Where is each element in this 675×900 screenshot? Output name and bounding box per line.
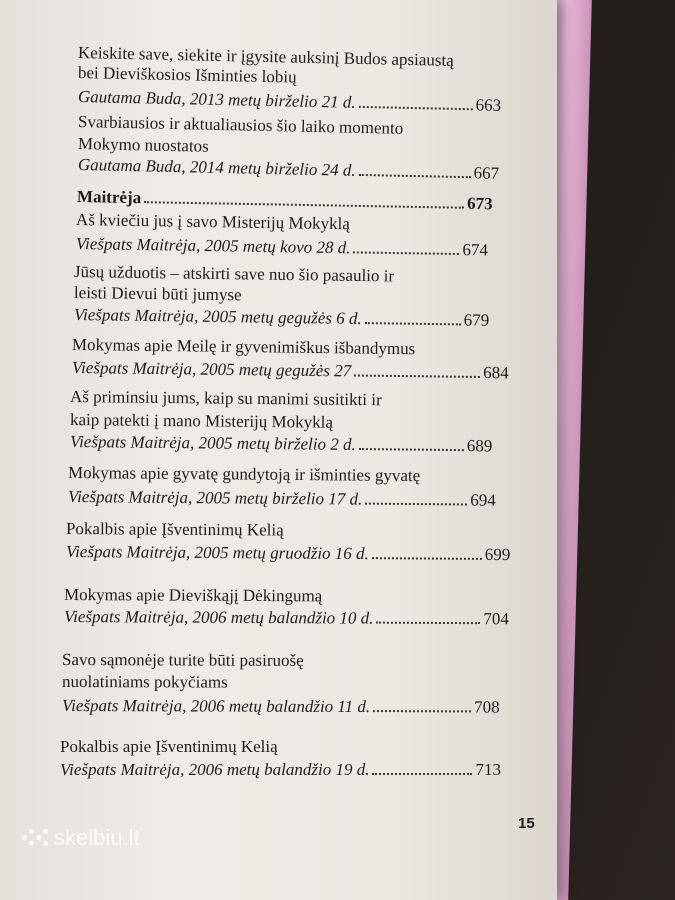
toc-page-number: 704: [483, 609, 509, 629]
leader-dots: [359, 444, 464, 451]
watermark-text: skelbiu.lt: [54, 825, 140, 850]
toc-entry-source: Viešpats Maitrėja, 2005 metų kovo 28 d.: [75, 234, 351, 258]
leader-dots: [354, 370, 480, 378]
toc-section-heading: Maitrėja: [76, 187, 142, 208]
toc-entry-source: Viešpats Maitrėja, 2006 metų balandžio 11 d.: [61, 696, 371, 717]
toc-page-number: 667: [473, 163, 500, 183]
toc-entry-source: Viešpats Maitrėja, 2005 metų birželio 17 d.: [67, 487, 363, 509]
toc-entry-title: Mokymas apie gyvatę gundytoją ir išminties gyvatę: [67, 463, 421, 486]
leader-dots: [373, 706, 471, 712]
leader-dots: [365, 318, 461, 325]
toc-page-number: 699: [484, 544, 511, 565]
toc-entry-title: Aš kviečiu jus į savo Misterijų Mokyklą: [75, 210, 350, 234]
toc-page-number: 708: [474, 697, 500, 717]
toc-page-number: 684: [483, 363, 509, 383]
toc-entry-title: Mokymo nuostatos: [77, 134, 209, 156]
toc-page-number: 663: [475, 95, 502, 115]
leader-dots: [376, 618, 480, 625]
toc-entry-source-row: [64, 608, 509, 627]
toc-entry-title: Jūsų užduotis – atskirti save nuo šio pasaulio ir: [73, 262, 395, 286]
toc-entry-source: Gautama Buda, 2013 metų birželio 21 d.: [77, 87, 356, 112]
toc-entry-source: Viešpats Maitrėja, 2005 metų gruodžio 16 d.: [65, 542, 369, 564]
watermark: [22, 825, 140, 851]
toc-page-number: 713: [475, 760, 501, 779]
toc-entry-source: Viešpats Maitrėja, 2005 metų gegužės 27: [71, 358, 352, 381]
toc-entry-title: Mokymas apie Dieviškąjį Dėkingumą: [63, 585, 323, 606]
toc-entry-source-row: [66, 543, 510, 563]
toc-entry-title: leisti Dievui būti jumyse: [73, 283, 242, 305]
toc-page-number: 673: [466, 193, 493, 214]
toc-entry-source: Viešpats Maitrėja, 2006 metų balandžio 10 d.: [63, 607, 374, 628]
toc-entry-source: Viešpats Maitrėja, 2006 metų balandžio 19 d.: [60, 760, 370, 779]
toc-entry-title: Keiskite save, siekite ir įgysite auksinį Budos apsiaustą: [77, 43, 454, 70]
leader-dots: [358, 102, 472, 110]
leader-dots: [353, 247, 459, 255]
toc-entry-source: Gautama Buda, 2014 metų birželio 24 d.: [77, 155, 356, 180]
toc-entry-title: Pokalbis apie Įšventinimų Kelią: [60, 737, 278, 756]
toc-entry-title: Savo sąmonėje turite būti pasiruošę: [61, 650, 304, 670]
leader-dots: [372, 769, 472, 775]
toc-page-number: 689: [466, 436, 493, 456]
toc-entry-source-row: [60, 761, 501, 778]
toc-entry-source-row: [62, 697, 500, 716]
leader-dots: [372, 553, 482, 560]
toc-entry-source: Viešpats Maitrėja, 2005 metų gegužės 6 d.: [73, 305, 362, 329]
toc-entry-source-row: [70, 433, 492, 454]
toc-entry-title: Svarbiausios ir aktualiausios šio laiko momento: [77, 112, 404, 138]
leader-dots: [144, 197, 464, 209]
toc-entry-title: Aš priminsiu jums, kaip su manimi susitikti ir: [69, 387, 382, 410]
toc-entry-title: kaip patekti į mano Misterijų Mokyklą: [69, 410, 334, 432]
leader-dots: [358, 170, 470, 178]
toc-entry-title: bei Dieviškosios Išminties lobių: [77, 63, 297, 87]
toc-page-number: 679: [463, 310, 490, 330]
leader-dots: [365, 499, 467, 506]
skelbiu-logo-icon: [22, 827, 48, 849]
toc-page-number: 694: [470, 490, 496, 510]
toc-entry-title: nuolatiniams pokyčiams: [61, 672, 228, 692]
toc-entry-title: Pokalbis apie Įšventinimų Kelią: [65, 519, 284, 540]
page-number: 15: [518, 815, 535, 832]
toc-entry-title: Mokymas apie Meilę ir gyvenimiškus išbandymus: [71, 335, 416, 359]
toc-page-number: 674: [462, 240, 489, 260]
toc-entry-source: Viešpats Maitrėja, 2005 metų birželio 2 d.: [69, 432, 356, 454]
toc-entry-source-row: [68, 488, 496, 509]
